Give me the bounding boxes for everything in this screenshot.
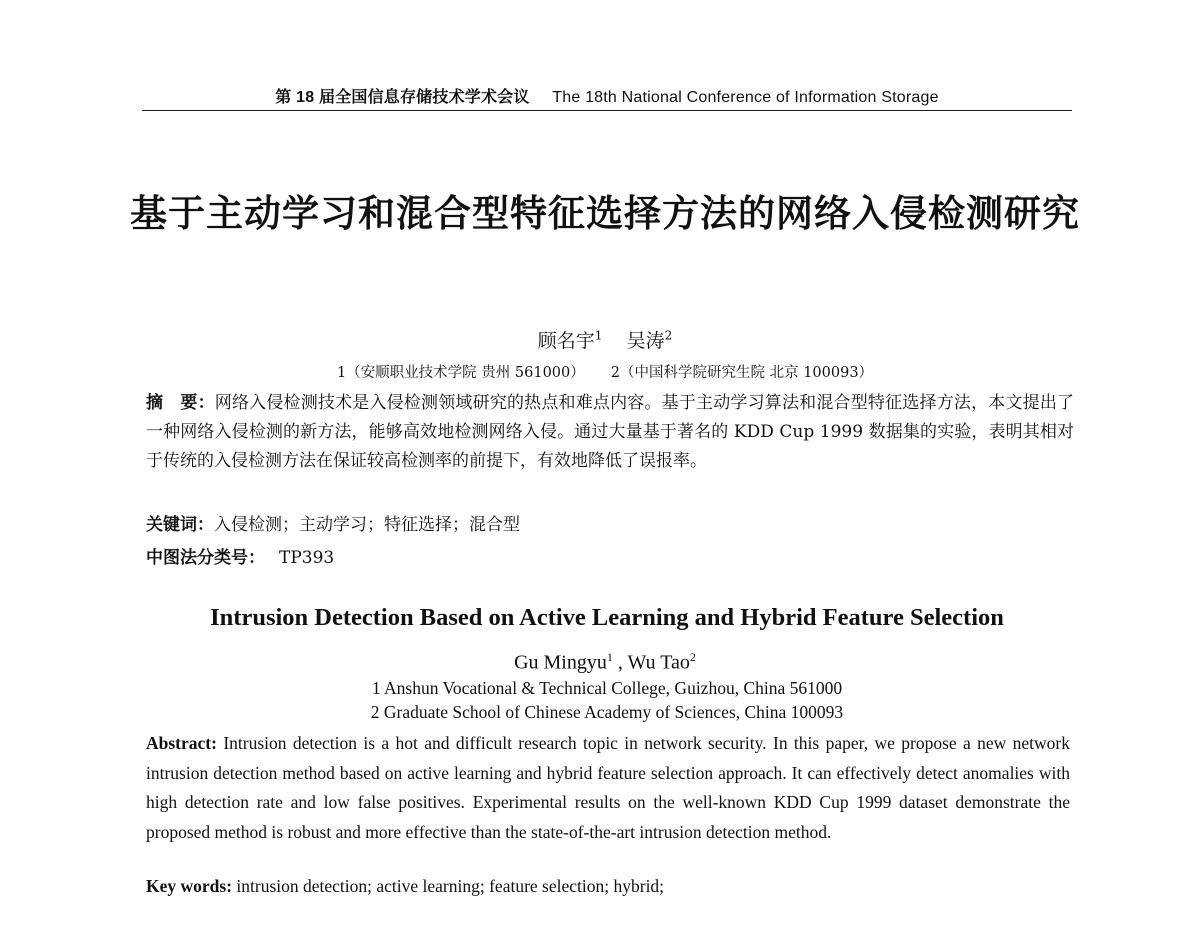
- keywords-text-en: intrusion detection; active learning; feature selection; hybrid;: [236, 876, 665, 896]
- affiliation: 1（安顺职业技术学院 贵州 561000）: [336, 365, 585, 381]
- author-name: 吴涛: [626, 330, 665, 352]
- author-separator: ,: [612, 651, 628, 674]
- abstract-label-cn: 摘 要：: [146, 393, 215, 413]
- keywords-text-cn: 入侵检测；主动学习；特征选择；混合型: [214, 515, 520, 535]
- classification-value: TP393: [279, 548, 335, 568]
- affiliation-en: 2 Graduate School of Chinese Academy of Sciences, China 100093: [370, 702, 844, 722]
- classification-cn: [146, 543, 334, 568]
- affiliations-cn: [200, 361, 1010, 382]
- affiliation: 2（中国科学院研究生院 北京 100093）: [610, 365, 874, 381]
- paper-title-en: Intrusion Detection Based on Active Learning and Hybrid Feature Selection: [210, 604, 1004, 631]
- conference-name-en: The 18th National Conference of Information Storage: [552, 89, 939, 106]
- conference-name-cn: 第 18 届全国信息存储技术学术会议: [275, 89, 530, 106]
- classification-label: 中图法分类号：: [146, 548, 265, 568]
- affiliation-en: 1 Anshun Vocational & Technical College, Guizhou, China 561000: [371, 678, 843, 698]
- author-name: Wu Tao: [627, 651, 690, 674]
- running-header: [142, 84, 1072, 107]
- abstract-label-en: Abstract:: [146, 733, 217, 753]
- authors-cn: [400, 326, 810, 353]
- header-rule: [142, 110, 1072, 111]
- abstract-text-cn: 网络入侵检测技术是入侵检测领域研究的热点和难点内容。基于主动学习算法和混合型特征选择方法，本文提出了一种网络入侵检测的新方法，能够高效地检测网络入侵。通过大量基于著名的 KDD Cup 1999 数据集的实验，表明其相对于传统的入侵检测方法在保证较高检测率的前提下，有效地降低了误报率。: [146, 393, 1075, 471]
- paper-title-cn: 基于主动学习和混合型特征选择方法的网络入侵检测研究: [130, 192, 1080, 235]
- keywords-label-cn: 关键词：: [146, 515, 214, 535]
- authors-en: [400, 650, 810, 675]
- abstract-en: [146, 729, 1070, 847]
- keywords-cn: [146, 510, 520, 535]
- abstract-text-en: Intrusion detection is a hot and difficult research topic in network security. In this paper, we propose a new network intrusion detection method based on active learning and hybrid feature selection approach. It can effectively detect anomalies with high detection rate and low false positives. Experimental results on the well-known KDD Cup 1999 dataset demonstrate the proposed method is robust and more effective than the state-of-the-art intrusion detection method.: [146, 733, 1070, 842]
- affiliation-mark: 2: [664, 328, 673, 343]
- affiliation-mark: 1: [606, 650, 613, 664]
- author-name: Gu Mingyu: [514, 651, 607, 674]
- author-name: 顾名宇: [537, 330, 595, 352]
- keywords-en: [146, 876, 664, 897]
- affiliation-mark: 1: [594, 328, 603, 343]
- abstract-cn: [146, 389, 1074, 476]
- keywords-label-en: Key words:: [146, 876, 233, 896]
- affiliation-mark: 2: [689, 650, 696, 664]
